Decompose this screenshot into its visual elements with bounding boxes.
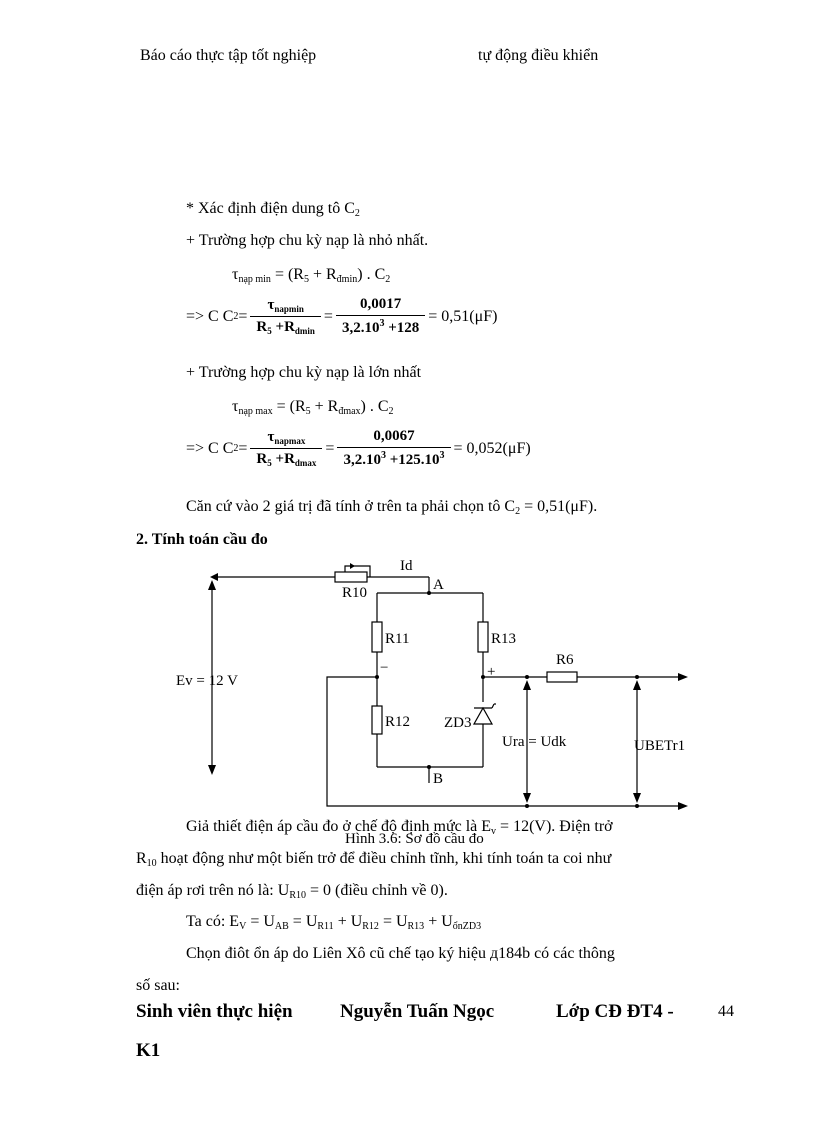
equation-min: => C C 2 = $\frac{\tau_{napmin}}{R_5 +R_{dmin}}$ = $\frac{0,0017}{3,2.10^3 +128}$ = 0,51(μF) [186,296,498,336]
ura-label: Ura = Udk [502,734,567,750]
fraction-tau-max: $\frac{\tau_{napmax}}{R_5 +R_{dmax}}$ [250,429,322,468]
equation-max: => C C 2 = $\frac{\tau_{napmax}}{R_5 +R_{dmax}}$ = $\frac{0,0067}{3,2.10^3 +125.10^3}$ = 0,052(μF) [186,428,531,468]
node-a-label: A [433,577,444,593]
paragraph-assumption-line2: $R_{10}$ hoạt động như một biến trở để điều chỉnh tĩnh, khi tính toán ta coi như [136,850,612,869]
paragraph-assumption-line3: điện áp rơi trên nó là: $U_{R10} = 0$ (điều chỉnh về 0). [136,882,448,901]
equation-voltage-sum: Ta có: $E_V = U_{AB} = U_{R11} + U_{R12} = U_{R13} + U_{ổnZD3}$ [186,913,482,932]
id-label: Id [400,558,413,574]
paragraph-diode-line2: số sau: [136,977,180,994]
section-title: 2. Tính toán cầu đo [136,531,268,548]
fraction-value-max: $\frac{0,0067}{3,2.10^3 +125.10^3}$ [337,428,450,469]
footer-student-name: Nguyễn Tuấn Ngọc [340,1001,495,1022]
capacitor-heading: * Xác định điện dung tô $C_2$ [186,200,360,219]
r6-label: R6 [556,652,574,668]
footer-student-label: Sinh viên thực hiện [136,1001,293,1022]
ubet-label: UBETr1 [634,738,686,754]
tau-max-formula: $\tau_{nạp max} = (R_5 + R_{đmax})$ . $C_2$ [232,398,394,417]
paragraph-assumption-line1: Giả thiết điện áp cầu đo ở chế độ định mức là $E_v = 12(V)$. Điện trở [186,818,613,837]
header-right: tự động điều khiển [478,47,599,64]
fraction-tau-min: $\frac{\tau_{napmin}}{R_5 +R_{dmin}}$ [250,297,321,336]
plus-sign: + [487,664,496,680]
tau-min-formula: $\tau_{nạp min} = (R_5 + R_{đmin})$ . $C_2$ [232,266,391,285]
minus-sign: − [380,660,389,676]
case-min-text: + Trường hợp chu kỳ nạp là nhỏ nhất. [186,232,429,249]
ev-label: Ev = 12 V [176,673,238,689]
case-max-text: + Trường hợp chu kỳ nạp là lớn nhất [186,364,422,381]
r13-label: R13 [491,631,517,647]
header-left: Báo cáo thực tập tốt nghiệp [140,47,317,64]
r10-label: R10 [342,585,368,601]
node-b-label: B [433,771,444,787]
figure-caption: Hình 3.6: Sơ đồ cầu đo [345,831,484,847]
paragraph-diode-line1: Chọn điôt ổn áp do Liên Xô cũ chế tạo ký hiệu д184b có các thông [186,945,615,962]
footer-class: Lớp CĐ ĐT4 - [556,1001,674,1022]
page-number: 44 [718,1003,734,1020]
r12-label: R12 [385,714,411,730]
r11-label: R11 [385,631,410,647]
conclusion-text: Căn cứ vào 2 giá trị đã tính ở trên ta phải chọn tô $C_2 = 0,51(\mu F)$. [186,498,598,517]
footer-class-continued: K1 [136,1040,161,1061]
fraction-value-min: $\frac{0,0017}{3,2.10^3 +128}$ [336,296,425,337]
zd3-label: ZD3 [444,715,472,731]
